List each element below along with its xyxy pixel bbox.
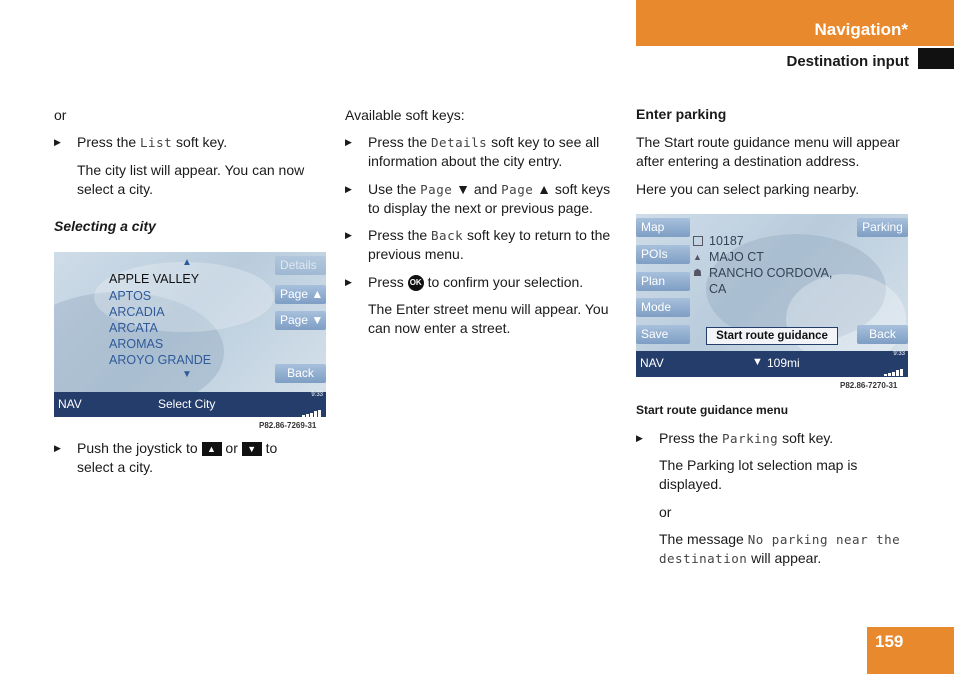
chapter-title: Navigation* (814, 20, 908, 39)
city-item[interactable]: ARCATA (109, 321, 158, 335)
save-softkey[interactable]: Save (636, 325, 690, 344)
details-softkey[interactable]: Details (275, 256, 326, 275)
map-softkey[interactable]: Map (636, 218, 690, 237)
figure-caption: Start route guidance menu (636, 403, 789, 417)
page-up-softkey[interactable]: Page ▲ (275, 285, 326, 304)
route-guidance-screen (636, 214, 908, 377)
mode-softkey[interactable]: Mode (636, 298, 690, 317)
city-item[interactable]: AROYO GRANDE (109, 353, 212, 367)
zip-icon (693, 236, 703, 246)
back-softkey[interactable]: Back (857, 325, 908, 344)
signal-icon (302, 401, 322, 417)
time-label: 9:33 (311, 392, 323, 398)
bullet-arrow-icon: ▶ (636, 433, 643, 443)
bullet-details: ▶ Press the Details soft key to see all information about the city entry. (345, 134, 600, 169)
distance-label: 109mi (767, 356, 800, 370)
status-text: Select City (158, 397, 216, 411)
bullet-press-list: ▶ Press the List soft key. (54, 134, 228, 150)
or-text: or (54, 107, 67, 123)
address-zip: 10187 (709, 234, 744, 248)
enter-street-text: The Enter street menu will appear. You can now enter a street. (368, 301, 609, 336)
page-number: 159 (875, 632, 904, 651)
city-select-screen (54, 252, 326, 417)
no-parking-message: The message No parking near the destination will appear. (659, 531, 901, 566)
parking-nearby-text: Here you can select parking nearby. (636, 181, 860, 197)
route-menu-text: The Start route guidance menu will appear after entering a destination address. (636, 134, 900, 169)
bullet-arrow-icon: ▶ (345, 137, 352, 147)
direction-arrow-icon: ▼ (752, 356, 763, 368)
status-bar (54, 392, 326, 417)
address-state: CA (709, 282, 727, 296)
bullet-ok: ▶ Press OK to confirm your selection. (345, 274, 584, 290)
city-item[interactable]: AROMAS (109, 337, 164, 351)
bullet-page: ▶ Use the Page ▼ and Page ▲ soft keys to display the next or previous page. (345, 181, 611, 216)
address-street: MAJO CT (709, 250, 764, 264)
address-city: RANCHO CORDOVA, (709, 266, 833, 280)
back-softkey[interactable]: Back (275, 364, 326, 383)
time-label: 9:33 (893, 351, 905, 357)
scroll-down-icon: ▼ (182, 369, 192, 380)
scroll-up-icon: ▲ (182, 257, 192, 268)
available-softkeys-text: Available soft keys: (345, 107, 465, 123)
parking-softkey[interactable]: Parking (857, 218, 908, 237)
city-item[interactable]: ARCADIA (109, 305, 165, 319)
section-subtitle: Destination input (786, 53, 909, 70)
parking-map-text: The Parking lot selection map is displayed. (659, 457, 858, 492)
ok-button-icon: OK (408, 275, 424, 291)
joystick-down-icon: ▼ (242, 442, 262, 456)
city-list-text: The city list will appear. You can now select a city. (77, 162, 305, 197)
nav-label: NAV (58, 397, 82, 411)
city-icon: ▲ (693, 252, 702, 262)
street-icon: ☗ (693, 268, 702, 279)
nav-label: NAV (640, 356, 664, 370)
bullet-joystick: ▶ Push the joystick to ▲ or ▼ to select a city. (54, 440, 278, 475)
city-item[interactable]: APPLE VALLEY (109, 272, 200, 286)
bullet-arrow-icon: ▶ (345, 184, 352, 194)
figure-id: P82.86-7269-31 (259, 421, 317, 430)
start-route-guidance-button[interactable]: Start route guidance (706, 327, 838, 345)
section-selecting-city: Selecting a city (54, 218, 156, 234)
section-enter-parking: Enter parking (636, 106, 727, 122)
signal-icon (884, 360, 904, 376)
bullet-arrow-icon: ▶ (345, 277, 352, 287)
pois-softkey[interactable]: POIs (636, 245, 690, 264)
bullet-arrow-icon: ▶ (54, 443, 61, 453)
status-bar (636, 351, 908, 377)
bullet-press-parking: ▶ Press the Parking soft key. (636, 430, 834, 446)
city-item[interactable]: APTOS (109, 289, 152, 303)
page-down-softkey[interactable]: Page ▼ (275, 311, 326, 330)
joystick-up-icon: ▲ (202, 442, 222, 456)
header-marker (918, 48, 954, 69)
bullet-back: ▶ Press the Back soft key to return to the previous menu. (345, 227, 611, 262)
bullet-arrow-icon: ▶ (345, 230, 352, 240)
bullet-arrow-icon: ▶ (54, 137, 61, 147)
figure-id: P82.86-7270-31 (840, 381, 898, 390)
or-text: or (659, 504, 672, 520)
plan-softkey[interactable]: Plan (636, 272, 690, 291)
